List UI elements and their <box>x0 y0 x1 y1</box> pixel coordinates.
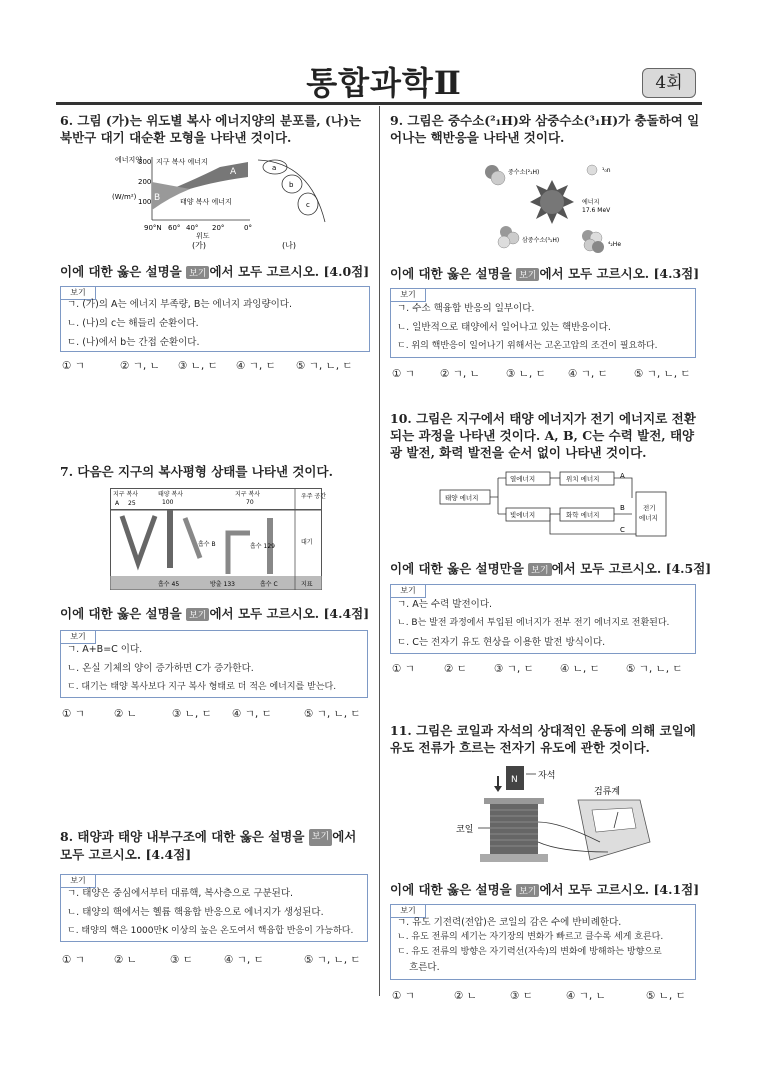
q7-sun: 태양 복사 <box>158 491 184 498</box>
q11-n: N <box>511 775 518 785</box>
q10-choice-1[interactable]: ① ㄱ <box>392 663 415 675</box>
q10-item-2: ㄴ. B는 발전 과정에서 투입된 에너지가 전부 전기 에너지로 전환된다. <box>397 618 670 628</box>
q11-choice-2[interactable]: ② ㄴ <box>454 990 477 1002</box>
q9-energy: 에너지 <box>582 199 600 206</box>
q11-magnet: 자석 <box>538 771 556 781</box>
q10-choice-5[interactable]: ⑤ ㄱ, ㄴ, ㄷ <box>626 663 683 675</box>
q8-choices <box>62 952 361 967</box>
q6-ytick-200: 200 <box>138 178 152 186</box>
q10-a: A <box>620 472 625 480</box>
q6-cell-a: a <box>272 164 277 172</box>
q11-choice-5[interactable]: ⑤ ㄴ, ㄷ <box>646 990 686 1002</box>
q7-atm: 대기 <box>301 539 313 546</box>
q10-light: 빛에너지 <box>510 511 536 519</box>
q8-item-1: ㄱ. 태양은 중심에서부터 대류핵, 복사층으로 구분된다. <box>67 888 294 899</box>
q7-absorb45: 흡수 45 <box>158 581 180 588</box>
q11-choice-3[interactable]: ③ ㄷ <box>510 990 533 1002</box>
q9-item-3: ㄷ. 위의 핵반응이 일어나기 위해서는 고온고압의 조건이 필요하다. <box>397 341 658 351</box>
q9-item-2: ㄴ. 일반적으로 태양에서 일어나고 있는 핵반응이다. <box>397 322 611 333</box>
q11-item-1: ㄱ. 유도 기전력(전압)은 코일의 감은 수에 반비례한다. <box>397 917 622 928</box>
q10-choice-2[interactable]: ② ㄷ <box>444 663 467 675</box>
q8-choice-3[interactable]: ③ ㄷ <box>170 954 193 966</box>
q8-choice-5[interactable]: ⑤ ㄱ, ㄴ, ㄷ <box>304 954 361 966</box>
q7-prompt: 이에 대한 옳은 설명을 보기 에서 모두 고르시오. [4.4점] <box>60 606 370 621</box>
q10-text: 10. 그림은 지구에서 태양 에너지가 전기 에너지로 전환되는 과정을 나타낸 것이다. A, B, C는 수력 발전, 태양광 발전, 화력 발전을 순서 없이 나타낸 것이다. <box>390 411 696 460</box>
q9-text: 9. 그림은 중수소(²₁H)와 삼중수소(³₁H)가 충돌하여 일어나는 핵반응을 나타낸 것이다. <box>390 113 700 145</box>
q8-item-2: ㄴ. 태양의 핵에서는 헬륨 핵융합 반응으로 에너지가 생성된다. <box>67 907 324 918</box>
q7-a: A <box>115 500 120 507</box>
q11-choices <box>392 988 686 1003</box>
q7-bogi-box: 보기 ㄱ. A+B=C 이다. ㄴ. 온실 기체의 양이 증가하면 C가 증가한다. ㄷ. 대기는 태양 복사보다 지구 복사 형태로 더 적은 에너지를 받는다. <box>60 630 368 698</box>
q9-choice-4[interactable]: ④ ㄱ, ㄷ <box>568 368 608 380</box>
q10-pot: 위치 에너지 <box>566 475 600 483</box>
q7-absorb-b: 흡수 B <box>198 541 216 548</box>
q6-area-a: A <box>230 167 237 177</box>
q7-choices <box>62 706 361 721</box>
q9-bogi-box: 보기 ㄱ. 수소 핵융합 반응의 일부이다. ㄴ. 일반적으로 태양에서 일어나고 있는 핵반응이다. ㄷ. 위의 핵반응이 일어나기 위해서는 고온고압의 조건이 필요하다. <box>390 288 696 358</box>
q6-xlabel: 위도 <box>196 232 210 240</box>
svg-text:에너지: 에너지 <box>639 514 658 522</box>
q9-he: ⁴₂He <box>608 241 622 248</box>
q7-sun-val: 100 <box>162 499 174 506</box>
q10-item-1: ㄱ. A는 수력 발전이다. <box>397 599 493 610</box>
q6-xtick-60: 60° <box>168 224 181 232</box>
q11-meter-label: 검류계 <box>594 787 621 797</box>
page-title: 통합과학Ⅱ <box>306 64 462 102</box>
q11-item-3b: 흐른다. <box>397 962 440 973</box>
q6-cell-b: b <box>289 181 294 189</box>
q7-earth-rad: 지구 복사 <box>235 491 261 498</box>
q11-choice-1[interactable]: ① ㄱ <box>392 990 415 1002</box>
q10-chem: 화학 에너지 <box>566 511 600 519</box>
q10-c: C <box>620 526 625 534</box>
q7-absorb-c: 흡수 C <box>260 581 278 588</box>
q6-choice-4[interactable]: ④ ㄱ, ㄷ <box>236 360 276 372</box>
q6-xtick-90: 90°N <box>144 224 162 232</box>
q7-earth-val: 70 <box>246 499 254 506</box>
q6-xtick-40: 40° <box>186 224 199 232</box>
q7-item-1: ㄱ. A+B=C 이다. <box>67 644 143 655</box>
q6-choice-1[interactable]: ① ㄱ <box>62 360 85 372</box>
q9-choice-2[interactable]: ② ㄱ, ㄴ <box>440 368 480 380</box>
q7-surface: 지표 <box>301 581 313 588</box>
q8-choice-2[interactable]: ② ㄴ <box>114 954 137 966</box>
q6-caption-na: (나) <box>282 241 296 250</box>
q10-item-3: ㄷ. C는 전자기 유도 현상을 이용한 발전 방식이다. <box>397 637 606 648</box>
q9-mev: 17.6 MeV <box>582 207 611 214</box>
q6-sun-label: 태양 복사 에너지 <box>180 198 232 206</box>
q11-item-3: ㄷ. 유도 전류의 방향은 자기력선(자속)의 변화에 방해하는 방향으로 <box>397 947 662 957</box>
q7-space: 우주 공간 <box>301 493 327 500</box>
q9-item-1: ㄱ. 수소 핵융합 반응의 일부이다. <box>397 303 535 314</box>
q7-choice-1[interactable]: ① ㄱ <box>62 708 85 720</box>
q7-text: 7. 다음은 지구의 복사평형 상태를 나타낸 것이다. <box>60 464 333 479</box>
q6-bogi-box: 보기 ㄱ. (가)의 A는 에너지 부족량, B는 에너지 과잉량이다. ㄴ. (나)의 c는 해들리 순환이다. ㄷ. (나)에서 b는 간접 순환이다. <box>60 286 370 352</box>
q6-cell-c: c <box>306 201 310 209</box>
q6-prompt: 이에 대한 옳은 설명을 보기 에서 모두 고르시오. [4.0점] <box>60 264 370 279</box>
q10-elec-1: 전기 <box>643 504 656 512</box>
q6-item-2: ㄴ. (나)의 c는 해들리 순환이다. <box>67 318 199 329</box>
q8-choice-1[interactable]: ① ㄱ <box>62 954 85 966</box>
q7-item-2: ㄴ. 온실 기체의 양이 증가하면 C가 증가한다. <box>67 663 254 674</box>
q6-choice-2[interactable]: ② ㄱ, ㄴ <box>120 360 160 372</box>
q6-ytick-300: 300 <box>138 158 152 166</box>
q9-choice-3[interactable]: ③ ㄴ, ㄷ <box>506 368 546 380</box>
q9-choice-5[interactable]: ⑤ ㄱ, ㄴ, ㄷ <box>634 368 691 380</box>
q10-choices <box>392 661 683 676</box>
q8-bogi-box: 보기 ㄱ. 태양은 중심에서부터 대류핵, 복사층으로 구분된다. ㄴ. 태양의 핵에서는 헬륨 핵융합 반응으로 에너지가 생성된다. ㄷ. 태양의 핵은 1000만K 이상의 높은 온도여서 핵융합 반응이 가능하다. <box>60 874 368 942</box>
q11-text: 11. 그림은 코일과 자석의 상대적인 운동에 의해 코일에 유도 전류가 흐르는 전자기 유도에 관한 것이다. <box>390 723 696 755</box>
q9-prompt: 이에 대한 옳은 설명을 보기 에서 모두 고르시오. [4.3점] <box>390 266 700 281</box>
q7-absorb-129: 흡수 129 <box>250 543 275 550</box>
column-divider <box>379 106 380 996</box>
q6-xtick-20: 20° <box>212 224 225 232</box>
q11-bogi-box: 보기 ㄱ. 유도 기전력(전압)은 코일의 감은 수에 반비례한다. ㄴ. 유도 전류의 세기는 자기장의 변화가 빠르고 클수록 세게 흐른다. ㄷ. 유도 전류의 방향은 자기력선(자속)의 변화에 방해하는 방향으로 흐른다. <box>390 904 696 980</box>
q11-prompt: 이에 대한 옳은 설명을 보기 에서 모두 고르시오. [4.1점] <box>390 882 700 897</box>
q6-choices <box>62 358 353 373</box>
q7-choice-3[interactable]: ③ ㄴ, ㄷ <box>172 708 212 720</box>
q7-figure <box>110 488 327 590</box>
q7-choice-2[interactable]: ② ㄴ <box>114 708 137 720</box>
q11-figure <box>450 762 670 872</box>
q9-neut: ¹₀n <box>602 167 611 174</box>
q6-yaxis-label: 에너지양 <box>115 156 143 164</box>
q7-choice-5[interactable]: ⑤ ㄱ, ㄴ, ㄷ <box>304 708 361 720</box>
q10-figure <box>436 470 672 542</box>
round-badge: 4회 <box>642 68 696 98</box>
q6-ytick-100: 100 <box>138 198 152 206</box>
q10-bogi-box: 보기 ㄱ. A는 수력 발전이다. ㄴ. B는 발전 과정에서 투입된 에너지가 전부 전기 에너지로 전환된다. ㄷ. C는 전자기 유도 현상을 이용한 발전 방식이다. <box>390 584 696 654</box>
q9-figure <box>484 152 634 257</box>
q11-item-2: ㄴ. 유도 전류의 세기는 자기장의 변화가 빠르고 클수록 세게 흐른다. <box>397 932 664 942</box>
q9-deut: 중수소(²₁H) <box>508 169 540 176</box>
q6-area-b: B <box>154 193 161 203</box>
q11-choice-4[interactable]: ④ ㄱ, ㄴ <box>566 990 606 1002</box>
q7-choice-4[interactable]: ④ ㄱ, ㄷ <box>232 708 272 720</box>
q6-choice-5[interactable]: ⑤ ㄱ, ㄴ, ㄷ <box>296 360 353 372</box>
q10-sun: 태양 에너지 <box>445 494 479 502</box>
q6-caption-ga: (가) <box>192 241 206 250</box>
q8-text: 8. 태양과 태양 내부구조에 대한 옳은 설명을 보기 에서 모두 고르시오. [4.4점] <box>60 829 357 862</box>
q10-b: B <box>620 504 625 512</box>
q6-choice-3[interactable]: ③ ㄴ, ㄷ <box>178 360 218 372</box>
q6-yunit: (W/m²) <box>112 193 137 201</box>
q9-trit: 삼중수소(³₁H) <box>522 237 560 244</box>
q9-choice-1[interactable]: ① ㄱ <box>392 368 415 380</box>
q10-prompt: 이에 대한 옳은 설명만을 보기 에서 모두 고르시오. [4.5점] <box>390 561 712 576</box>
q7-item-3: ㄷ. 대기는 태양 복사보다 지구 복사 형태로 더 적은 에너지를 받는다. <box>67 682 337 692</box>
q6-xtick-0: 0° <box>244 224 252 232</box>
q10-choice-4[interactable]: ④ ㄴ, ㄷ <box>560 663 600 675</box>
q7-earth-out: 지구 복사 <box>113 491 139 498</box>
header-rule <box>56 102 702 105</box>
q9-choices <box>392 366 691 381</box>
q10-choice-3[interactable]: ③ ㄱ, ㄷ <box>494 663 534 675</box>
q8-item-3: ㄷ. 태양의 핵은 1000만K 이상의 높은 온도여서 핵융합 반응이 가능하다. <box>67 926 354 936</box>
q7-emit133: 방출 133 <box>210 581 235 588</box>
q6-item-3: ㄷ. (나)에서 b는 간접 순환이다. <box>67 337 200 348</box>
q6-figure <box>110 152 340 252</box>
q10-heat: 열에너지 <box>510 475 536 483</box>
q11-coil: 코일 <box>456 825 474 835</box>
q6-text: 6. 그림 (가)는 위도별 복사 에너지양의 분포를, (나)는 북반구 대기 대순환 모형을 나타낸 것이다. <box>60 113 361 145</box>
q7-a-val: 25 <box>128 500 136 507</box>
q6-earth-label: 지구 복사 에너지 <box>156 158 208 166</box>
q6-item-1: ㄱ. (가)의 A는 에너지 부족량, B는 에너지 과잉량이다. <box>67 299 292 310</box>
q8-choice-4[interactable]: ④ ㄱ, ㄷ <box>224 954 264 966</box>
